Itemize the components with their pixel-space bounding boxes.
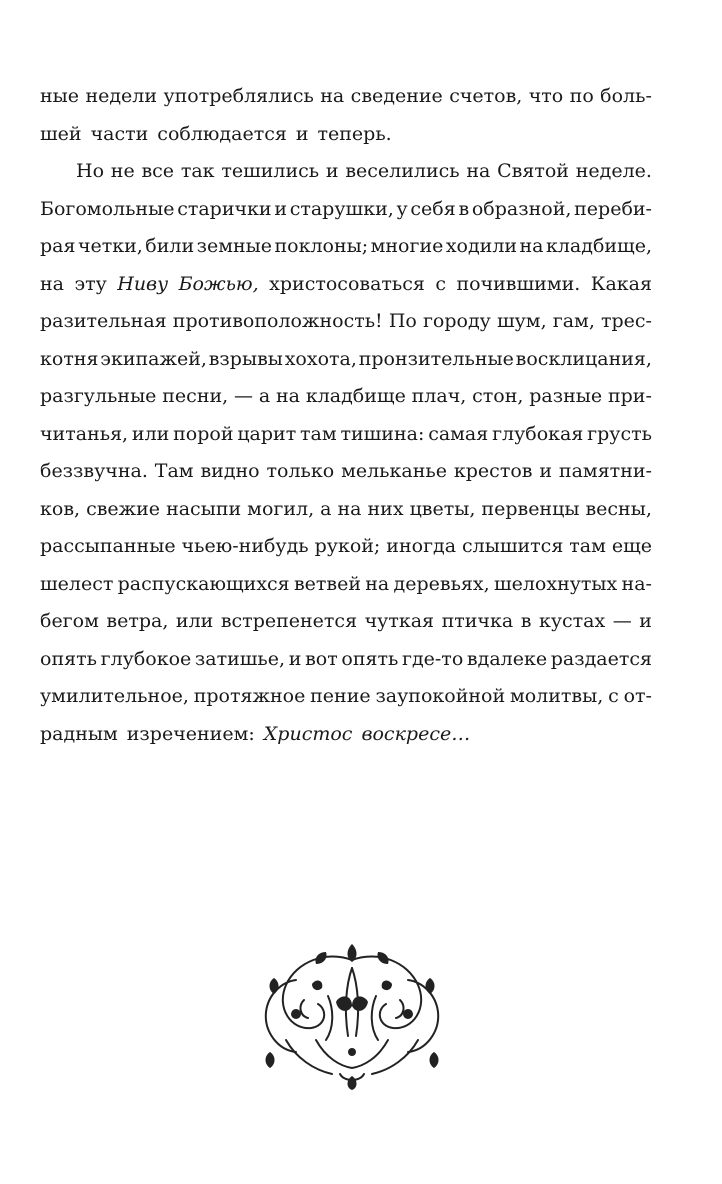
word: свежие [86,497,161,520]
word: радным [40,722,118,745]
word: там [569,535,606,557]
word: ветра, [106,610,169,632]
word: части [90,122,149,145]
word: деревьях, [393,572,490,595]
word: Святой [497,160,569,182]
word: боль- [600,85,652,107]
text-line [40,566,652,604]
word: бегом [40,610,99,632]
word: экипажей, [100,347,207,370]
word: и [539,460,553,482]
word: многие [370,235,444,257]
word: в [458,197,470,220]
word: встрепенется [220,610,358,632]
word: четки, [77,235,143,257]
word: По [388,310,417,332]
word: соблюдается [157,122,287,145]
word: опять [341,647,399,670]
word: затишье, [194,647,286,670]
text-line [40,678,652,716]
word: умилительное, [40,685,189,707]
word: поклоны; [274,235,369,257]
word: тишина: [340,422,425,445]
word: порой [173,422,234,445]
word: на [276,385,300,407]
word: пронзительные [358,347,514,370]
word: рассыпанные [40,535,176,557]
word: царит [237,422,297,445]
word: вдалеке [466,647,548,670]
word: Божью, [178,272,259,295]
word: Какая [590,272,652,295]
word: на [466,160,491,182]
word: шелохнутых [493,572,618,595]
text-line [40,116,652,154]
word: или [175,610,214,632]
text-line [40,641,652,679]
word: еще [611,535,652,557]
word: счетов, [449,85,523,107]
word: Ниву [117,272,169,295]
word: котня [40,347,99,370]
word: гам, [552,310,595,332]
word: на [320,85,345,107]
word: чуткая [364,610,435,632]
word: глубокое [100,647,192,670]
word: а [320,497,332,520]
word: переби- [574,197,652,220]
word: ные [40,85,80,107]
word: птичка [441,610,514,632]
word: иногда [386,535,457,557]
word: так [180,160,215,182]
word: на [337,497,362,520]
word: разные [529,385,603,407]
word: почившими. [456,272,581,295]
text-line [40,303,652,341]
word: — [234,385,254,407]
word: разительная [40,310,167,332]
word: вот [305,647,338,670]
word: недели [85,85,158,107]
word: хохота, [284,347,357,370]
word: били [145,235,195,257]
word: не [110,160,135,182]
word: читанья, [40,422,129,445]
word: опять [40,647,97,670]
word: слышится [462,535,564,557]
word: теперь. [317,122,392,145]
text-line [40,491,652,529]
word: что [528,85,564,107]
word: на [519,235,544,257]
word: кустах [538,610,606,632]
word: от- [623,685,652,707]
word: самая [428,422,489,445]
text-line [40,453,652,491]
word: могил, [247,497,315,520]
word: заупокойной [375,685,506,707]
word: по [569,85,594,107]
word: глубокая [492,422,584,445]
word: беззвучна. [40,460,148,482]
text-line [40,603,652,641]
body-text [40,78,652,753]
word: ков, [40,497,81,520]
word: неделе. [575,160,652,182]
word: шей [40,122,82,145]
word: пение [310,685,371,707]
word: веселились [345,160,460,182]
floral-vignette-icon [256,940,448,1090]
word: воскресе… [361,722,471,745]
word: плач, [411,385,467,407]
word: насыпи [166,497,242,520]
word: и [274,197,287,220]
word: и [325,160,339,182]
word: шелест [40,572,114,595]
word: распускающихся [117,572,290,595]
word: Богомольные [40,197,175,220]
word: протяжное [193,685,306,707]
word: цветы, [409,497,476,520]
word: видно [200,460,260,482]
word: мельканье [341,460,447,482]
word: образной, [471,197,572,220]
word: рая [40,235,76,257]
word: раздается [550,647,652,670]
word: Там [154,460,194,482]
word: изречением: [126,722,255,745]
word: на- [621,572,652,595]
word: у [396,197,408,220]
word: с [435,272,447,295]
word: молитвы, [509,685,604,707]
word: или [131,422,170,445]
word: сведение [350,85,443,107]
word: при- [607,385,652,407]
word: христосоваться [269,272,425,295]
word: крестов [453,460,533,482]
word: весны, [585,497,652,520]
word: песни, [162,385,229,407]
text-line [40,416,652,454]
word: а [258,385,271,407]
word: памятни- [558,460,652,482]
word: трес- [601,310,652,332]
word: только [266,460,335,482]
word: стон, [472,385,524,407]
word: и [295,122,309,145]
text-line [40,191,652,229]
word: взрывы [208,347,283,370]
word: Христос [263,722,353,745]
word: Но [76,160,105,182]
text-line [40,153,652,191]
word: себя [410,197,456,220]
word: чьею-нибудь [181,535,309,557]
word: них [367,497,404,520]
word: и [639,610,652,632]
word: кладбище, [545,235,652,257]
word: кладбище [305,385,406,407]
word: эту [74,272,107,295]
word: первенцы [481,497,580,520]
word: старички [177,197,272,220]
word: все [141,160,175,182]
text-line [40,716,652,754]
word: и [288,647,302,670]
word: тешились [221,160,320,182]
text-line [40,266,652,304]
word: восклицания, [515,347,652,370]
word: — [612,610,632,632]
word: на [365,572,390,595]
text-line [40,528,652,566]
word: городу [422,310,491,332]
word: земные [196,235,273,257]
text-line [40,78,652,116]
word: на [40,272,64,295]
word: где-то [401,647,464,670]
word: рукой; [314,535,381,557]
text-line [40,378,652,416]
word: разгульные [40,385,157,407]
word: ходили [445,235,518,257]
word: с [608,685,619,707]
word: противоположность! [172,310,383,332]
word: употреблялись [163,85,314,107]
word: грусть [587,422,652,445]
word: там [300,422,337,445]
word: в [520,610,532,632]
word: шум, [496,310,547,332]
text-line [40,228,652,266]
text-line [40,341,652,379]
word: старушки, [289,197,394,220]
word: ветвей [293,572,361,595]
